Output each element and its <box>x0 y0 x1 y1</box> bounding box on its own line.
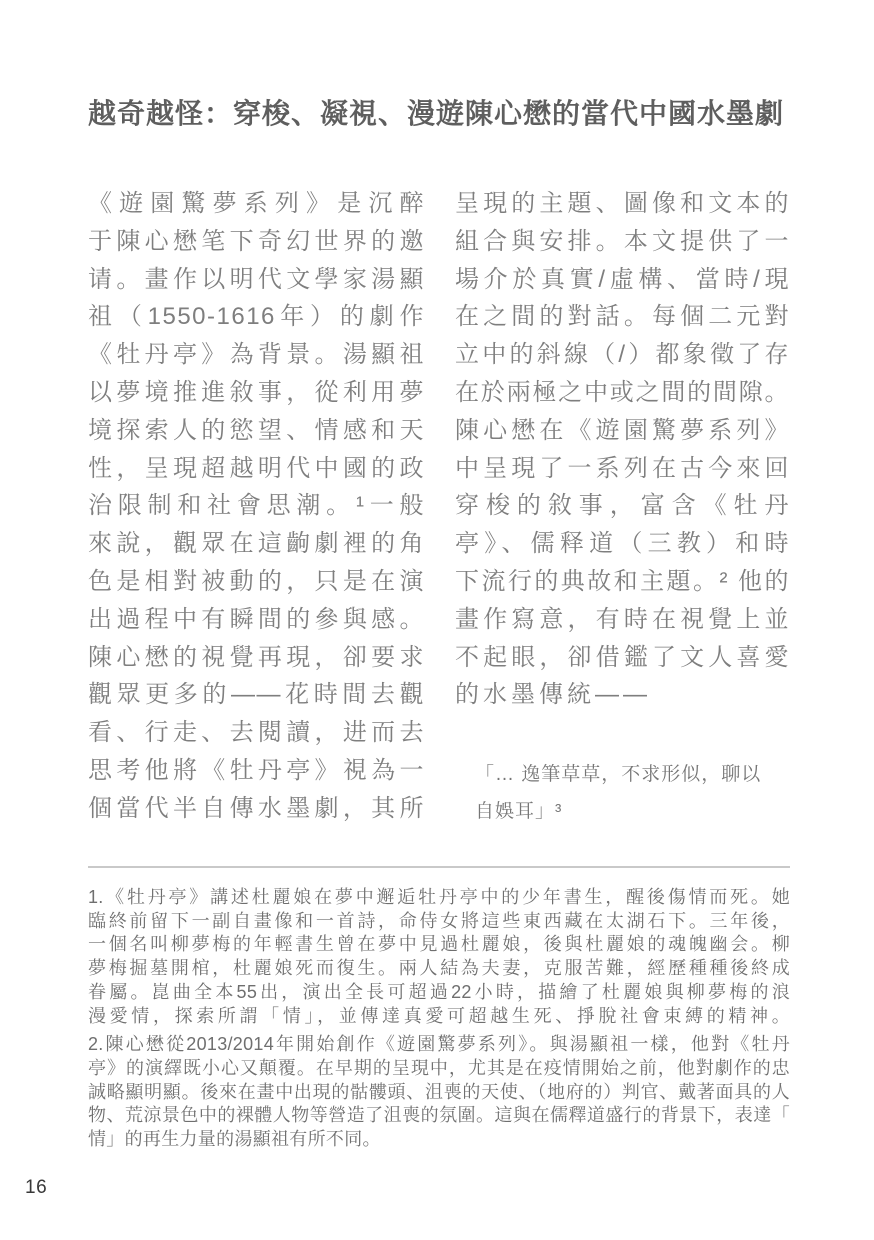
text-line: 畫作寫意，有時在視覺上並 <box>455 605 790 633</box>
text-line: 陳心懋在《遊園驚夢系列》 <box>455 416 790 444</box>
text-line: 于陳心懋笔下奇幻世界的邀 <box>88 227 425 255</box>
text-line: 出過程中有瞬間的參與感。 <box>88 605 425 633</box>
text-line: 《遊園驚夢系列》是沉醉 <box>88 190 425 217</box>
text-line: 的水墨傳統—— <box>455 681 651 709</box>
body-column-left <box>88 185 425 830</box>
text-line: 來說，觀眾在這齣劇裡的角 <box>88 530 425 558</box>
text-line: 下流行的典故和主題。² 他的 <box>455 567 790 595</box>
text-line: 夢梅掘墓開棺，杜麗娘死而復生。兩人結為夫妻，克服苦難，經歷種種後終成 <box>88 958 790 979</box>
body-column-right <box>455 185 790 830</box>
text-line: 在之間的對話。每個二元對 <box>455 303 790 331</box>
text-line: 陳心懋的視覺再現，卻要求 <box>88 643 425 671</box>
page-title: 越奇越怪：穿梭、凝視、漫遊陳心懋的當代中國水墨劇 <box>88 98 785 129</box>
text-line: 漫愛情，探索所謂「情」，並傳達真愛可超越生死、掙脫社會束縛的精神。 <box>88 1005 790 1026</box>
text-line: 1.《牡丹亭》講述杜麗娘在夢中邂逅牡丹亭中的少年書生，醒後傷情而死。她 <box>88 887 790 907</box>
text-line: 不起眼，卻借鑑了文人喜愛 <box>455 643 790 671</box>
text-line: 《牡丹亭》為背景。湯顯祖 <box>88 341 425 369</box>
footnote-1 <box>88 886 790 1028</box>
text-line: 2.陳心懋從2013/2014年開始創作《遊園驚夢系列》。與湯顯祖一樣，他對《牡丹 <box>88 1034 790 1055</box>
text-line: 以夢境推進敘事，從利用夢 <box>88 378 425 406</box>
text-line: 色是相對被動的，只是在演 <box>88 567 425 595</box>
body-columns <box>88 185 790 830</box>
text-line: 眷屬。崑曲全本55出，演出全長可超過22小時，描繪了杜麗娘與柳夢梅的浪 <box>88 981 790 1002</box>
text-line: 組合與安排。本文提供了一 <box>455 227 790 255</box>
text-line: 中呈現了一系列在古今來回 <box>455 454 790 482</box>
footnotes-section <box>88 886 790 1152</box>
footnote-2 <box>88 1033 790 1152</box>
text-line: 呈現的主題、圖像和文本的 <box>455 190 790 217</box>
text-line: 自娛耳」³ <box>475 801 563 823</box>
text-line: 情」的再生力量的湯顯祖有所不同。 <box>88 1129 381 1150</box>
text-line: 個當代半自傳水墨劇，其所 <box>88 794 425 822</box>
text-line: 看、行走、去閱讀，进而去 <box>88 719 425 747</box>
footnote-divider <box>88 866 790 868</box>
body-column-right-text <box>455 185 790 714</box>
text-line: 祖（1550-1616年）的劇作 <box>88 303 425 331</box>
text-line: 在於兩極之中或之間的間隙。 <box>455 378 790 406</box>
text-line: 觀眾更多的——花時間去觀 <box>88 681 425 709</box>
page-number: 16 <box>25 1177 48 1198</box>
text-line: 「… 逸筆草草，不求形似，聊以 <box>475 764 762 786</box>
text-line: 誠略顯明顯。後來在畫中出現的骷髏頭、沮喪的天使、（地府的）判官、戴著面具的人 <box>88 1081 790 1102</box>
text-line: 臨終前留下一副自畫像和一首詩，命侍女將這些東西藏在太湖石下。三年後， <box>88 910 790 931</box>
text-line: 性，呈現超越明代中國的政 <box>88 454 425 482</box>
blockquote <box>455 756 790 830</box>
text-line: 場介於真實/虛構、當時/現 <box>455 265 790 293</box>
text-line: 立中的斜線（/）都象徵了存 <box>455 341 790 369</box>
text-line: 亭》的演繹既小心又顛覆。在早期的呈現中，尤其是在疫情開始之前，他對劇作的忠 <box>88 1057 790 1078</box>
text-line: 亭》、儒释道（三教）和時 <box>455 530 790 558</box>
text-line: 穿梭的敘事，富含《牡丹 <box>455 492 790 520</box>
text-line: 思考他將《牡丹亭》視為一 <box>88 756 425 784</box>
text-line: 境探索人的慾望、情感和天 <box>88 416 425 444</box>
text-line: 治限制和社會思潮。¹一般 <box>88 492 425 520</box>
text-line: 一個名叫柳夢梅的年輕書生曾在夢中見過杜麗娘，後與杜麗娘的魂魄幽会。柳 <box>88 934 790 955</box>
text-line: 请。畫作以明代文學家湯顯 <box>88 265 425 293</box>
text-line: 物、荒涼景色中的裸體人物等營造了沮喪的氛圍。這與在儒釋道盛行的背景下，表達「 <box>88 1105 790 1126</box>
